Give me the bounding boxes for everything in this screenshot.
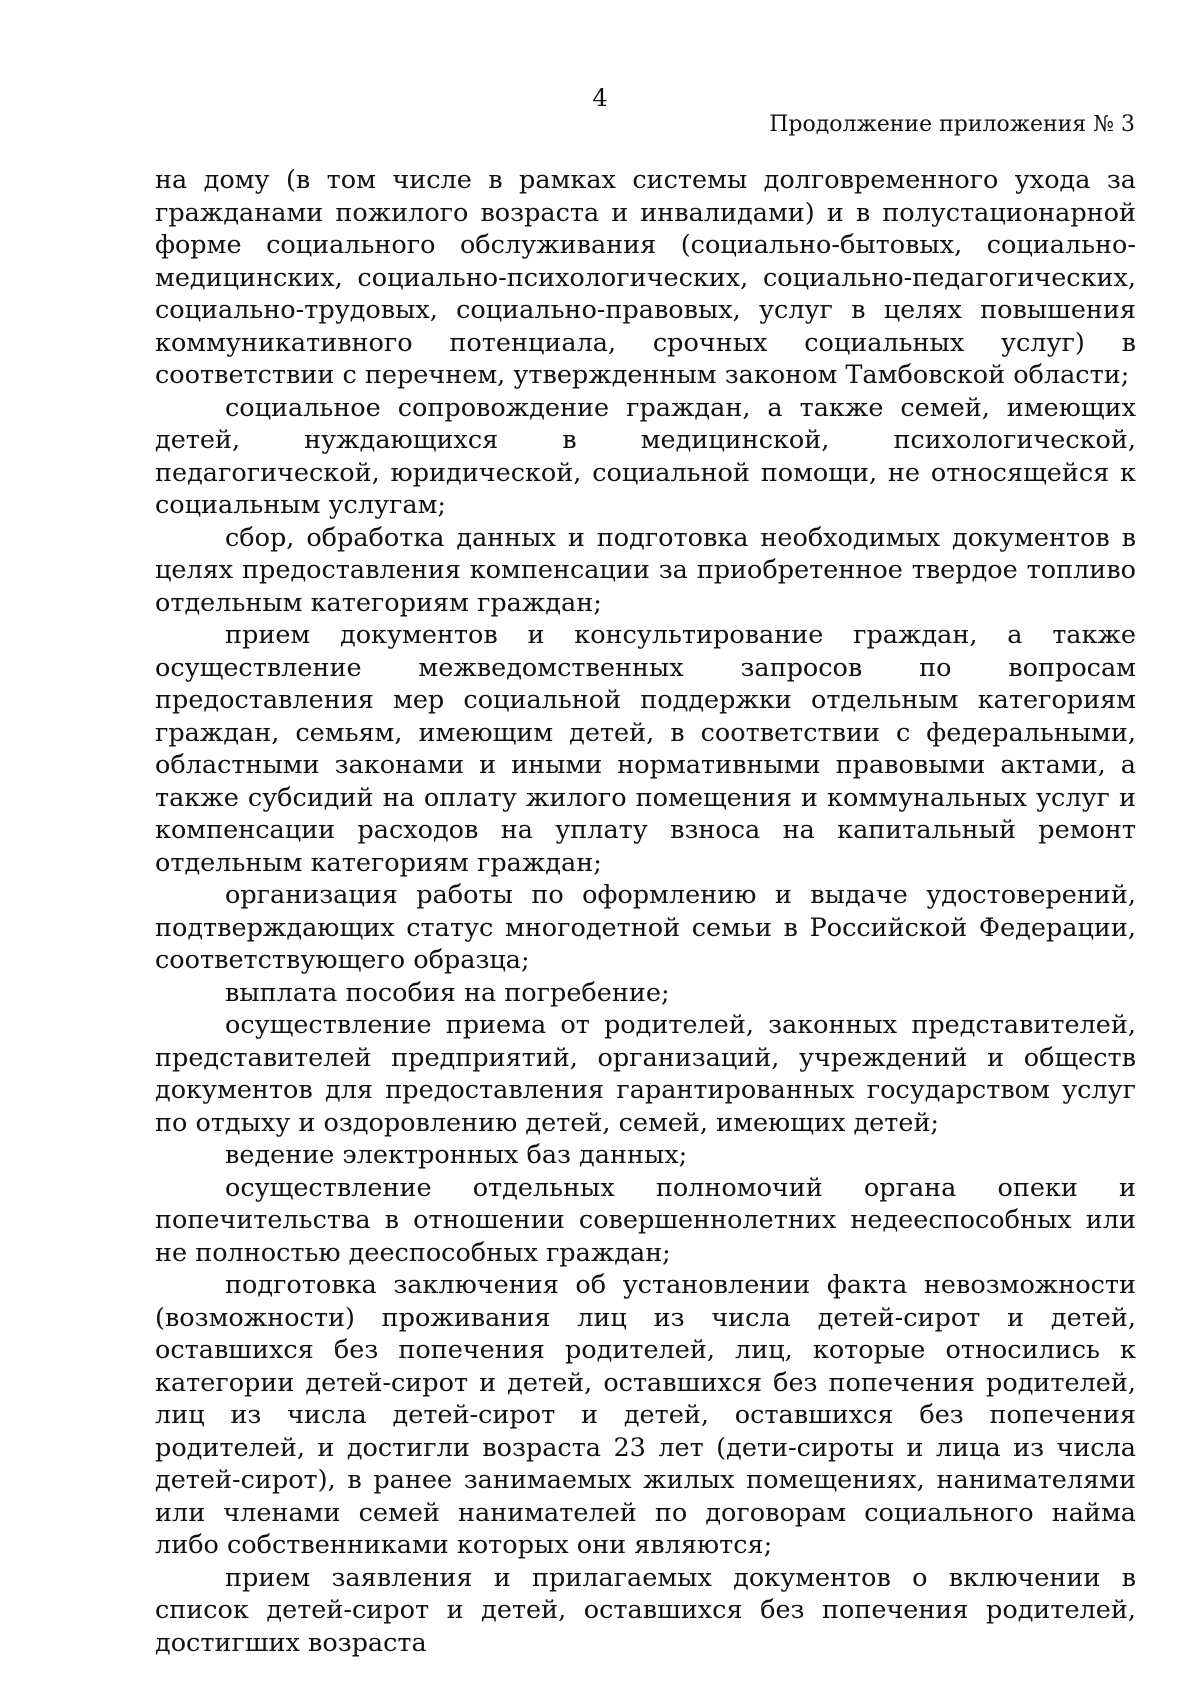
paragraph: осуществление приема от родителей, законных представителей, представителей предприятий, организаций, учреждений и обществ документов для предоставления гарантированных государством услуг по отдыху и оздоровлению детей, семей, имеющих детей; [155, 1010, 1136, 1138]
paragraph: организация работы по оформлению и выдаче удостоверений, подтверждающих статус многодетной семьи в Российской Федерации, соответствующего образца; [155, 880, 1136, 975]
paragraph: социальное сопровождение граждан, а также семей, имеющих детей, нуждающихся в медицинской, психологической, педагогической, юридической, социальной помощи, не относящейся к социальным услугам; [155, 392, 1136, 520]
paragraph: прием документов и консультирование граждан, а также осуществление межведомственных запросов по вопросам предоставления мер социальной поддержки отдельным категориям граждан, семьям, имеющим детей, в соответствии с федеральными, областными законами и иными нормативными правовыми актами, а также субсидий на оплату жилого помещения и коммунальных услуг и компенсации расходов на уплату взноса на капитальный ремонт отдельным категориям граждан; [155, 620, 1136, 878]
paragraph: ведение электронных баз данных; [225, 1140, 688, 1170]
paragraph: на дому (в том числе в рамках системы долговременного ухода за гражданами пожилого возраста и инвалидами) и в полустационарной форме социального обслуживания (социально-бытовых, социально-медицинских, социально-психологических, социально-педагогических, социально-трудовых, социально-правовых, услуг в целях повышения коммуникативного потенциала, срочных социальных услуг) в соответствии с перечнем, утвержденным законом Тамбовской области; [155, 165, 1136, 390]
paragraph: осуществление отдельных полномочий органа опеки и попечительства в отношении совершеннолетних недееспособных или не полностью дееспособных граждан; [155, 1172, 1136, 1268]
paragraph: выплата пособия на погребение; [225, 977, 670, 1008]
page-number: 4 [592, 84, 608, 112]
paragraph: прием заявления и прилагаемых документов о включении в список детей-сирот и детей, оставшихся без попечения родителей, достигших возраста [155, 1562, 1136, 1658]
appendix-header: Продолжение приложения № 3 [769, 112, 1135, 137]
paragraph: сбор, обработка данных и подготовка необходимых документов в целях предоставления компенсации за приобретенное твердое топливо отдельным категориям граждан; [155, 522, 1136, 618]
paragraph: подготовка заключения об установлении факта невозможности (возможности) проживания лиц из числа детей-сирот и детей, оставшихся без попечения родителей, лиц, которые относились к категории детей-сирот и детей, оставшихся без попечения родителей, лиц из числа детей-сирот и детей, оставшихся без попечения родителей, и достигли возраста 23 лет (дети-сироты и лица из числа детей-сирот), в ранее занимаемых жилых помещениях, нанимателями или членами семей нанимателей по договорам социального найма либо собственниками которых они являются; [155, 1270, 1136, 1560]
document-body [155, 164, 1136, 1659]
